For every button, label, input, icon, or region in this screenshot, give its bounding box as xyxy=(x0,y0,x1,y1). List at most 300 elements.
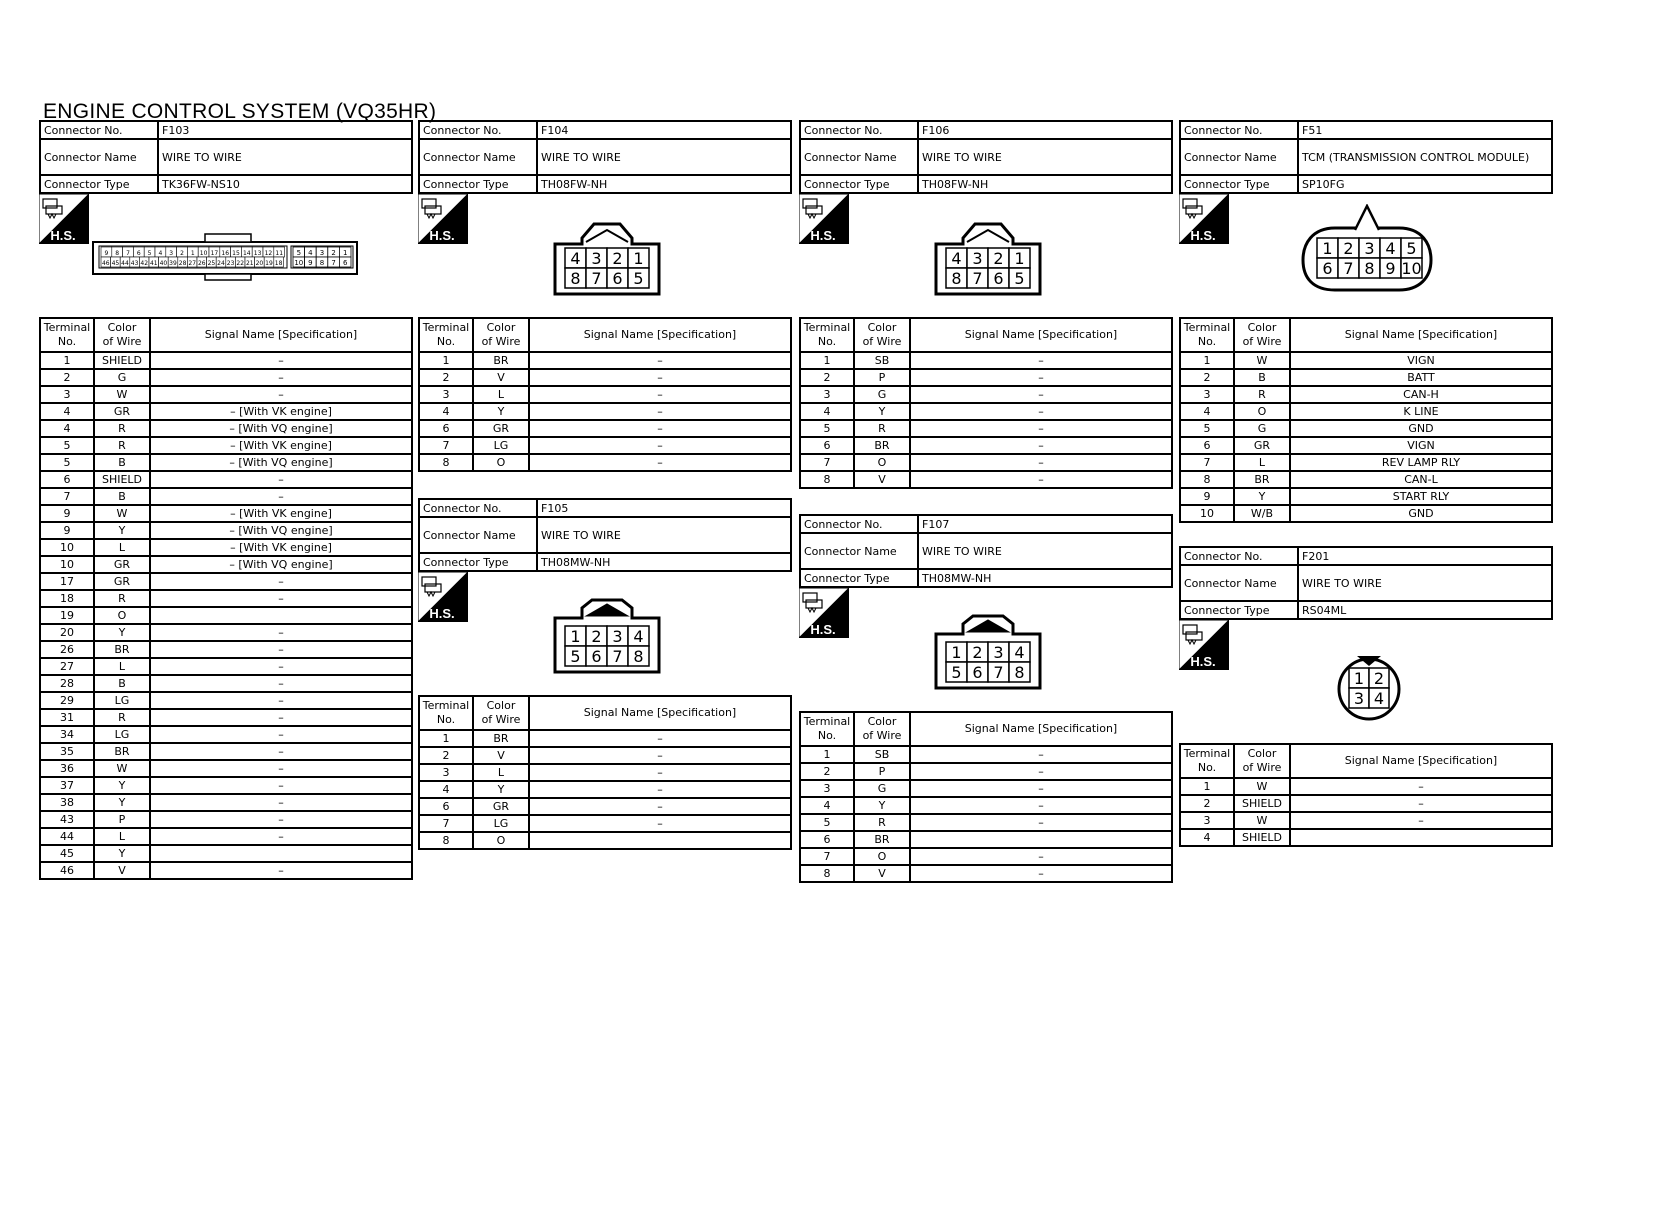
connector-name-value: WIRE TO WIRE xyxy=(537,517,791,553)
signal-name: – [With VQ engine] xyxy=(150,420,412,437)
hs-label: H.S. xyxy=(810,622,836,637)
pin-number: 3 xyxy=(993,643,1004,662)
connector-type-value: TH08MW-NH xyxy=(537,553,791,571)
wire-color: GR xyxy=(94,573,150,590)
table-row xyxy=(40,471,412,488)
pin-number: 3 xyxy=(1353,689,1365,708)
signal-name: CAN-H xyxy=(1290,386,1552,403)
header-text: Color xyxy=(486,699,516,712)
signal-name: – xyxy=(150,352,412,369)
table-row xyxy=(1180,352,1552,369)
pin-number: 8 xyxy=(1364,259,1375,278)
terminal-no: 2 xyxy=(40,369,94,386)
connector-name-value: WIRE TO WIRE xyxy=(537,139,791,175)
table-row xyxy=(1180,471,1552,488)
table-row xyxy=(40,811,412,828)
header-text: No. xyxy=(436,335,456,348)
pin-number: 3 xyxy=(169,250,174,257)
wire-color: B xyxy=(94,675,150,692)
connector-name-value: WIRE TO WIRE xyxy=(918,139,1172,175)
wire-color: O xyxy=(854,848,910,865)
wire-color: LG xyxy=(94,692,150,709)
pin-number: 15 xyxy=(232,250,240,257)
pin-number: 1 xyxy=(1322,239,1333,258)
connector-type-value: TK36FW-NS10 xyxy=(158,175,412,193)
pin-number: 39 xyxy=(169,260,177,267)
terminal-table-header xyxy=(800,712,1172,746)
color-of-wire-header xyxy=(854,712,910,746)
pin-number: 3 xyxy=(319,249,325,257)
header-text: Color xyxy=(867,715,897,728)
wire-color: GR xyxy=(94,403,150,420)
header-text: Color xyxy=(486,321,516,334)
wire-color: BR xyxy=(94,641,150,658)
pin-number: 8 xyxy=(1014,663,1025,682)
signal-name: – xyxy=(150,760,412,777)
table-row xyxy=(40,641,412,658)
harness-side-icon xyxy=(418,194,468,244)
wire-color: R xyxy=(94,709,150,726)
signal-name: – xyxy=(910,403,1172,420)
terminal-no: 1 xyxy=(40,352,94,369)
table-row xyxy=(800,865,1172,882)
terminal-no: 8 xyxy=(419,832,473,849)
pin-number: 26 xyxy=(197,260,206,267)
pin-number: 6 xyxy=(993,269,1004,288)
wire-color: O xyxy=(94,607,150,624)
connector-name-value: WIRE TO WIRE xyxy=(918,533,1172,569)
connector-no-label: Connector No. xyxy=(800,121,918,139)
signal-name: – [With VQ engine] xyxy=(150,454,412,471)
table-row xyxy=(40,590,412,607)
pin-number: 3 xyxy=(612,627,623,646)
wire-color: Y xyxy=(1234,488,1290,505)
terminal-no: 7 xyxy=(419,815,473,832)
header-text: Terminal xyxy=(1183,321,1231,334)
table-row xyxy=(40,386,412,403)
connector-info-table xyxy=(418,120,792,194)
signal-name: – xyxy=(150,726,412,743)
signal-name: – xyxy=(150,709,412,726)
pin-number: 1 xyxy=(190,250,195,257)
wire-color: Y xyxy=(94,794,150,811)
table-row xyxy=(40,743,412,760)
terminal-no: 4 xyxy=(800,403,854,420)
table-row xyxy=(40,539,412,556)
wire-color: GR xyxy=(473,420,529,437)
table-row xyxy=(800,814,1172,831)
signal-name: – xyxy=(910,865,1172,882)
connector-no-value: F105 xyxy=(537,499,791,517)
connector-name-label: Connector Name xyxy=(800,533,918,569)
wire-color: SHIELD xyxy=(94,352,150,369)
signal-name: – xyxy=(150,369,412,386)
table-row xyxy=(419,730,791,747)
pin-number: 4 xyxy=(1373,689,1385,708)
terminal-no: 2 xyxy=(1180,369,1234,386)
table-row xyxy=(40,692,412,709)
wire-color: G xyxy=(854,386,910,403)
connector-diagram-f201 xyxy=(1329,642,1409,722)
terminal-no: 6 xyxy=(800,437,854,454)
header-text: Color xyxy=(107,321,137,334)
table-row xyxy=(800,780,1172,797)
connector-type-value: TH08FW-NH xyxy=(918,175,1172,193)
hs-label: H.S. xyxy=(1190,228,1216,243)
terminal-table xyxy=(39,317,413,880)
connector-name-value: WIRE TO WIRE xyxy=(1298,565,1552,601)
table-row xyxy=(419,352,791,369)
wire-color: V xyxy=(473,747,529,764)
pin-number: 1 xyxy=(342,249,348,257)
signal-name: – xyxy=(150,573,412,590)
header-text: Terminal xyxy=(43,321,91,334)
wire-color: L xyxy=(473,764,529,781)
signal-name: – [With VK engine] xyxy=(150,437,412,454)
connector-no-label: Connector No. xyxy=(40,121,158,139)
wire-color: Y xyxy=(854,797,910,814)
table-row xyxy=(40,556,412,573)
wire-color: G xyxy=(94,369,150,386)
table-row xyxy=(1180,454,1552,471)
signal-name: CAN-L xyxy=(1290,471,1552,488)
signal-name xyxy=(1290,829,1552,846)
wire-color: W xyxy=(1234,352,1290,369)
harness-side-icon xyxy=(1179,620,1229,670)
pin-number: 12 xyxy=(264,250,273,257)
terminal-no: 19 xyxy=(40,607,94,624)
pin-number: 3 xyxy=(591,249,602,268)
connector-type-value: TH08FW-NH xyxy=(537,175,791,193)
table-row xyxy=(40,862,412,879)
terminal-table xyxy=(1179,743,1553,847)
signal-name: – xyxy=(150,641,412,658)
signal-name: – xyxy=(1290,812,1552,829)
terminal-no: 3 xyxy=(1180,812,1234,829)
signal-name: K LINE xyxy=(1290,403,1552,420)
pin-number: 6 xyxy=(1322,259,1333,278)
hs-label: H.S. xyxy=(810,228,836,243)
table-row xyxy=(800,831,1172,848)
wire-color: Y xyxy=(854,403,910,420)
signal-name: – xyxy=(910,848,1172,865)
terminal-no-header xyxy=(40,318,94,352)
table-row xyxy=(800,746,1172,763)
terminal-no: 9 xyxy=(40,505,94,522)
table-row xyxy=(40,675,412,692)
wire-color: V xyxy=(94,862,150,879)
signal-name: – xyxy=(910,746,1172,763)
terminal-no: 7 xyxy=(800,848,854,865)
terminal-no: 1 xyxy=(1180,352,1234,369)
wire-color: Y xyxy=(94,845,150,862)
signal-name-header: Signal Name [Specification] xyxy=(529,696,791,730)
wire-color: Y xyxy=(473,403,529,420)
pin-number: 11 xyxy=(275,250,284,257)
wire-color: P xyxy=(94,811,150,828)
table-row xyxy=(800,763,1172,780)
terminal-no: 5 xyxy=(800,814,854,831)
signal-name: – xyxy=(1290,778,1552,795)
signal-name: – xyxy=(910,437,1172,454)
table-row xyxy=(800,848,1172,865)
wire-color: BR xyxy=(854,437,910,454)
connector-type-value: TH08MW-NH xyxy=(918,569,1172,587)
color-of-wire-header xyxy=(1234,744,1290,778)
header-text: of Wire xyxy=(862,335,902,348)
pin-number: 27 xyxy=(188,260,197,267)
terminal-no: 2 xyxy=(419,369,473,386)
pin-number: 7 xyxy=(993,663,1004,682)
pin-number: 40 xyxy=(159,260,168,267)
signal-name: – xyxy=(529,781,791,798)
terminal-no: 6 xyxy=(1180,437,1234,454)
connector-info-table xyxy=(799,120,1173,194)
signal-name: – xyxy=(529,369,791,386)
connector-no-value: F51 xyxy=(1298,121,1552,139)
terminal-no: 1 xyxy=(1180,778,1234,795)
header-text: Terminal xyxy=(422,699,470,712)
terminal-no: 7 xyxy=(40,488,94,505)
connector-name-label: Connector Name xyxy=(419,517,537,553)
terminal-no: 31 xyxy=(40,709,94,726)
wire-color: O xyxy=(1234,403,1290,420)
table-row xyxy=(800,454,1172,471)
header-text: Color xyxy=(1247,321,1277,334)
pin-number: 4 xyxy=(308,249,313,257)
signal-name-header: Signal Name [Specification] xyxy=(1290,744,1552,778)
terminal-no: 4 xyxy=(419,781,473,798)
terminal-no-header xyxy=(1180,744,1234,778)
connector-type-label: Connector Type xyxy=(419,553,537,571)
signal-name: – xyxy=(910,369,1172,386)
terminal-no: 2 xyxy=(800,763,854,780)
wire-color: L xyxy=(94,828,150,845)
wire-color: O xyxy=(854,454,910,471)
terminal-table xyxy=(418,695,792,850)
terminal-no: 1 xyxy=(800,352,854,369)
hs-label: H.S. xyxy=(50,228,76,243)
terminal-no: 4 xyxy=(40,403,94,420)
terminal-no: 10 xyxy=(1180,505,1234,522)
harness-side-icon xyxy=(1179,194,1229,244)
connector-f201 xyxy=(1179,546,1553,844)
connector-diagram-f51 xyxy=(1297,204,1437,296)
signal-name: – xyxy=(529,454,791,471)
signal-name: – xyxy=(1290,795,1552,812)
terminal-no: 4 xyxy=(419,403,473,420)
table-row xyxy=(40,709,412,726)
signal-name: – xyxy=(150,675,412,692)
pin-number: 8 xyxy=(951,269,962,288)
terminal-no: 1 xyxy=(800,746,854,763)
terminal-no: 8 xyxy=(419,454,473,471)
connector-type-value: SP10FG xyxy=(1298,175,1552,193)
signal-name: BATT xyxy=(1290,369,1552,386)
wire-color: SB xyxy=(854,352,910,369)
terminal-no: 3 xyxy=(800,780,854,797)
terminal-no: 7 xyxy=(800,454,854,471)
terminal-no: 20 xyxy=(40,624,94,641)
pin-number: 8 xyxy=(633,647,644,666)
wire-color: W/B xyxy=(1234,505,1290,522)
pin-number: 7 xyxy=(972,269,983,288)
pin-number: 5 xyxy=(1014,269,1025,288)
pin-number: 9 xyxy=(1385,259,1396,278)
wire-color: GR xyxy=(473,798,529,815)
signal-name: – xyxy=(910,814,1172,831)
header-text: Terminal xyxy=(803,321,851,334)
table-row xyxy=(1180,795,1552,812)
terminal-no: 2 xyxy=(419,747,473,764)
signal-name: START RLY xyxy=(1290,488,1552,505)
signal-name xyxy=(529,832,791,849)
pin-number: 10 xyxy=(199,250,208,257)
signal-name: – xyxy=(150,386,412,403)
header-text: of Wire xyxy=(481,335,521,348)
wire-color: Y xyxy=(94,777,150,794)
pin-number: 2 xyxy=(1373,669,1385,688)
pin-number: 1 xyxy=(633,249,644,268)
pin-number: 14 xyxy=(242,250,251,257)
terminal-table xyxy=(1179,317,1553,523)
connector-no-label: Connector No. xyxy=(1180,547,1298,565)
connector-no-value: F107 xyxy=(918,515,1172,533)
signal-name xyxy=(150,607,412,624)
signal-name: – xyxy=(910,471,1172,488)
terminal-no: 45 xyxy=(40,845,94,862)
wire-color: Y xyxy=(94,522,150,539)
terminal-no-header xyxy=(419,696,473,730)
header-text: of Wire xyxy=(1242,761,1282,774)
table-row xyxy=(419,403,791,420)
connector-f51 xyxy=(1179,120,1553,520)
wire-color: SHIELD xyxy=(94,471,150,488)
terminal-no: 38 xyxy=(40,794,94,811)
signal-name: – xyxy=(150,828,412,845)
header-text: of Wire xyxy=(862,729,902,742)
wire-color: SHIELD xyxy=(1234,795,1290,812)
pin-number: 24 xyxy=(217,260,225,267)
terminal-no: 46 xyxy=(40,862,94,879)
connector-no-value: F106 xyxy=(918,121,1172,139)
pin-number: 9 xyxy=(308,259,313,267)
pin-number: 2 xyxy=(180,250,184,257)
signal-name: – xyxy=(529,386,791,403)
color-of-wire-header xyxy=(473,696,529,730)
wire-color: G xyxy=(854,780,910,797)
table-row xyxy=(419,454,791,471)
connector-name-value: TCM (TRANSMISSION CONTROL MODULE) xyxy=(1298,139,1552,175)
table-row xyxy=(800,471,1172,488)
pin-number: 7 xyxy=(126,250,130,257)
signal-name: – xyxy=(529,352,791,369)
pin-number: 28 xyxy=(178,260,187,267)
terminal-table-header xyxy=(800,318,1172,352)
signal-name: – xyxy=(529,420,791,437)
terminal-table-header xyxy=(419,318,791,352)
table-row xyxy=(419,747,791,764)
pin-number: 5 xyxy=(951,663,962,682)
terminal-no: 4 xyxy=(40,420,94,437)
signal-name: – xyxy=(529,730,791,747)
hs-label: H.S. xyxy=(1190,654,1216,669)
header-text: Terminal xyxy=(803,715,851,728)
signal-name: – xyxy=(910,780,1172,797)
table-row xyxy=(40,403,412,420)
connector-no-value: F201 xyxy=(1298,547,1552,565)
terminal-table-header xyxy=(1180,318,1552,352)
wire-color: BR xyxy=(473,352,529,369)
signal-name: – xyxy=(529,815,791,832)
table-row xyxy=(419,437,791,454)
signal-name: – xyxy=(150,743,412,760)
pin-number: 3 xyxy=(1364,239,1375,258)
signal-name: – xyxy=(150,590,412,607)
connector-no-value: F104 xyxy=(537,121,791,139)
wire-color: LG xyxy=(473,815,529,832)
wire-color: Y xyxy=(473,781,529,798)
terminal-table xyxy=(799,317,1173,489)
signal-name: – xyxy=(150,692,412,709)
table-row xyxy=(40,777,412,794)
pin-number: 8 xyxy=(319,259,325,267)
pin-number: 7 xyxy=(331,259,336,267)
pin-number: 6 xyxy=(612,269,623,288)
connector-diagram-f103 xyxy=(91,232,371,282)
wire-color: G xyxy=(1234,420,1290,437)
wire-color: SB xyxy=(854,746,910,763)
connector-type-value: RS04ML xyxy=(1298,601,1552,619)
pin-number: 6 xyxy=(591,647,602,666)
table-row xyxy=(1180,505,1552,522)
terminal-no: 3 xyxy=(40,386,94,403)
pin-number: 2 xyxy=(1343,239,1354,258)
table-row xyxy=(419,832,791,849)
pin-number: 6 xyxy=(342,259,348,267)
terminal-no: 4 xyxy=(1180,829,1234,846)
terminal-no: 7 xyxy=(1180,454,1234,471)
harness-side-icon xyxy=(39,194,89,244)
pin-number: 5 xyxy=(296,249,302,257)
table-row xyxy=(419,781,791,798)
table-row xyxy=(40,726,412,743)
pin-number: 4 xyxy=(633,627,644,646)
pin-number: 4 xyxy=(570,249,581,268)
terminal-no: 2 xyxy=(1180,795,1234,812)
pin-number: 4 xyxy=(1385,239,1396,258)
pin-number: 1 xyxy=(951,643,962,662)
terminal-no: 5 xyxy=(1180,420,1234,437)
terminal-no: 26 xyxy=(40,641,94,658)
pin-number: 22 xyxy=(236,260,245,267)
pin-number: 7 xyxy=(612,647,623,666)
table-row xyxy=(800,369,1172,386)
pin-number: 20 xyxy=(255,260,264,267)
terminal-no: 9 xyxy=(40,522,94,539)
wire-color: W xyxy=(1234,778,1290,795)
signal-name: VIGN xyxy=(1290,352,1552,369)
table-row xyxy=(800,797,1172,814)
table-row xyxy=(800,403,1172,420)
pin-number: 1 xyxy=(1353,669,1365,688)
terminal-no: 5 xyxy=(800,420,854,437)
signal-name: – xyxy=(910,763,1172,780)
pin-number: 45 xyxy=(111,260,120,267)
connector-f103 xyxy=(39,120,413,877)
pin-number: 2 xyxy=(993,249,1004,268)
connector-no-label: Connector No. xyxy=(419,121,537,139)
